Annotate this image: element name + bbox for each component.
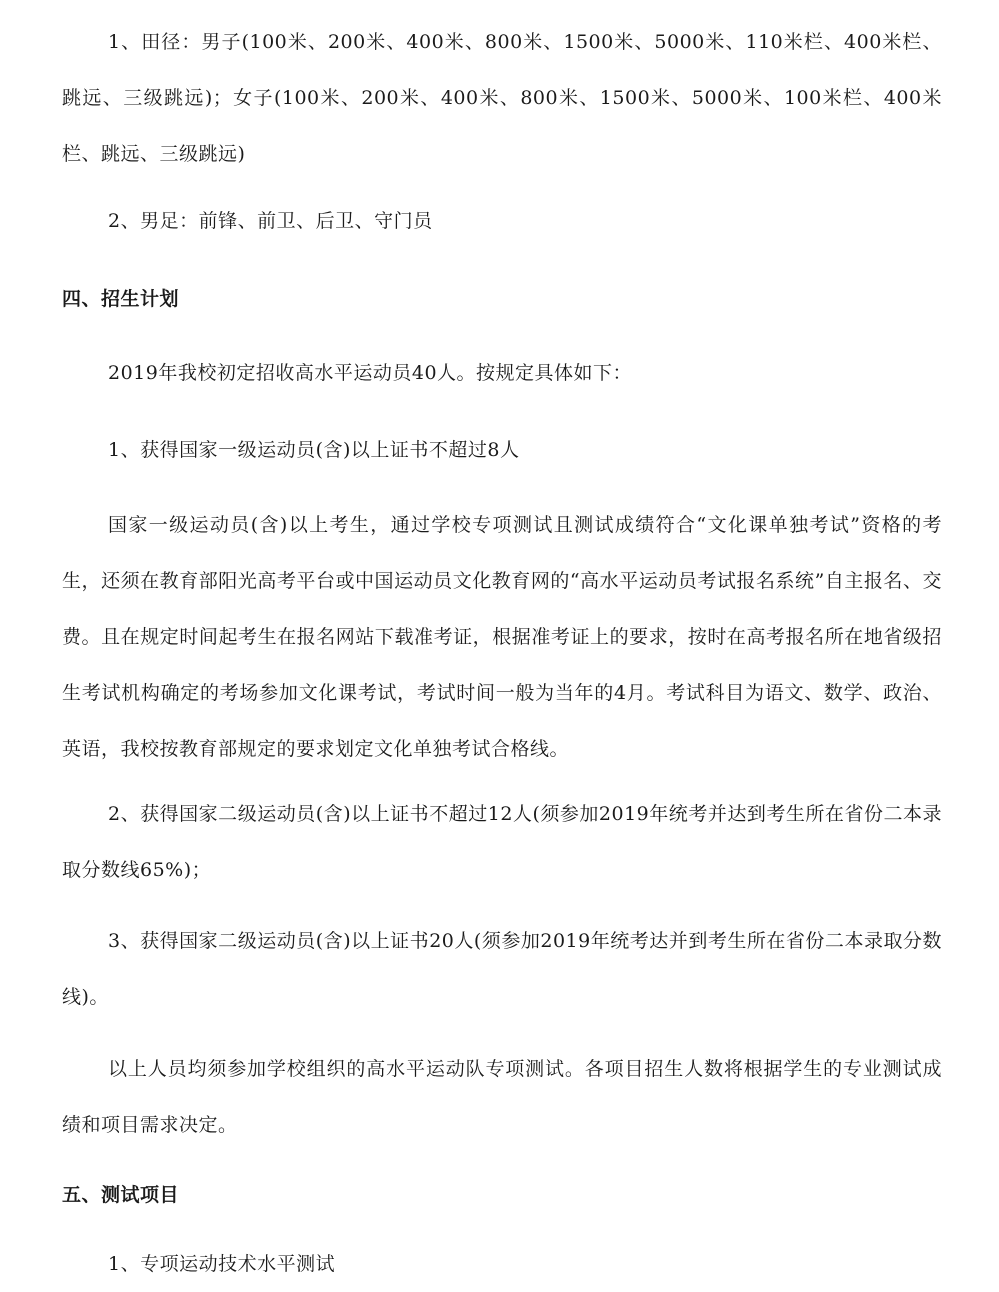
paragraph-plan-item-1-detail: 国家一级运动员(含)以上考生，通过学校专项测试且测试成绩符合“文化课单独考试”资格的考生，还须在教育部阳光高考平台或中国运动员文化教育网的“高水平运动员考试报名系统”自主报名、交费。且在规定时间起考生在报名网站下载准考证，根据准考证上的要求，按时在高考报名所在地省级招生考试机构确定的考场参加文化课考试，考试时间一般为当年的4月。考试科目为语文、数学、政治、英语，我校按教育部规定的要求划定文化单独考试合格线。 xyxy=(62,514,942,760)
paragraph-football-positions: 2、男足：前锋、前卫、后卫、守门员 xyxy=(108,210,433,232)
paragraph-plan-intro: 2019年我校初定招收高水平运动员40人。按规定具体如下： xyxy=(108,362,633,384)
paragraph-plan-note: 以上人员均须参加学校组织的高水平运动队专项测试。各项目招生人数将根据学生的专业测试成绩和项目需求决定。 xyxy=(62,1058,942,1136)
section-heading-test-items: 五、测试项目 xyxy=(62,1184,180,1206)
paragraph-test-item-1: 1、专项运动技术水平测试 xyxy=(108,1253,336,1275)
paragraph-plan-item-2: 2、获得国家二级运动员(含)以上证书不超过12人(须参加2019年统考并达到考生所在省份二本录取分数线65%)； xyxy=(62,803,942,881)
section-heading-enrollment-plan: 四、招生计划 xyxy=(62,288,180,310)
paragraph-plan-item-1: 1、获得国家一级运动员(含)以上证书不超过8人 xyxy=(108,439,520,461)
paragraph-plan-item-3: 3、获得国家二级运动员(含)以上证书20人(须参加2019年统考达并到考生所在省份二本录取分数线)。 xyxy=(62,930,942,1008)
paragraph-track-field-events: 1、田径：男子(100米、200米、400米、800米、1500米、5000米、110米栏、400米栏、跳远、三级跳远)；女子(100米、200米、400米、800米、1500米、5000米、100米栏、400米栏、跳远、三级跳远) xyxy=(62,31,942,165)
